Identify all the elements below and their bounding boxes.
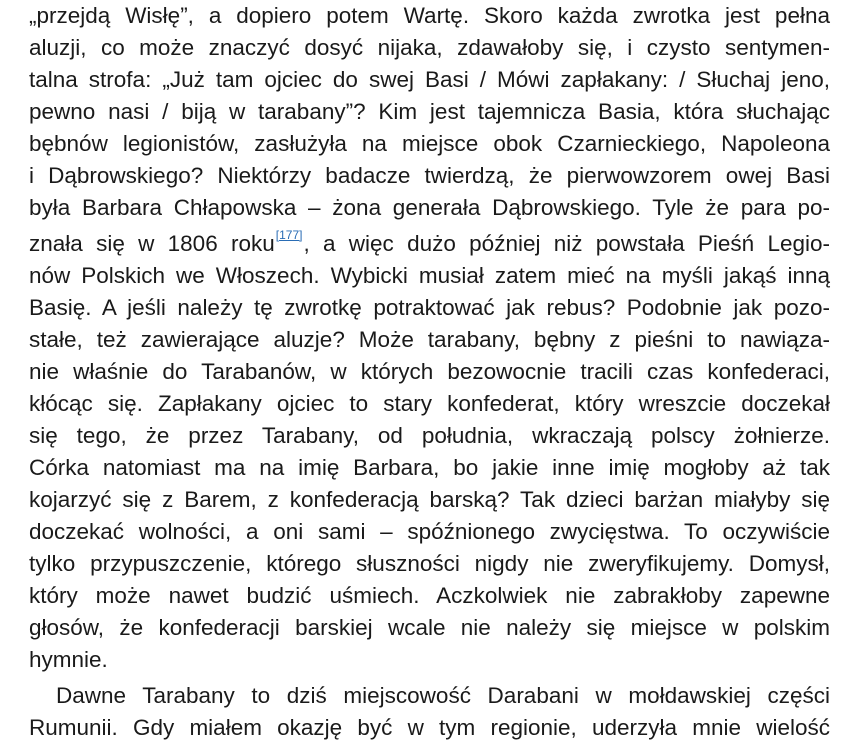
text-line: nie właśnie do Tarabanów, w których bezowocnie tracili czas konfederaci, bbox=[29, 359, 830, 384]
text-line: aluzji, co może znaczyć dosyć nijaka, zdawałoby się, i czysto sentymen- bbox=[29, 35, 830, 60]
paragraph-2 bbox=[29, 680, 830, 744]
text-line: pewno nasi / biją w tarabany”? Kim jest tajemnicza Basia, która słuchając bbox=[29, 99, 830, 124]
text-line: głosów, że konfederacji barskiej wcale nie należy się miejsce w polskim bbox=[29, 615, 830, 640]
text-line: Córka natomiast ma na imię Barbara, bo jakie inne imię mogłoby aż tak bbox=[29, 455, 830, 480]
text-line: nów Polskich we Włoszech. Wybicki musiał zatem mieć na myśli jakąś inną bbox=[29, 263, 830, 288]
text-line: hymnie. bbox=[29, 647, 108, 672]
text-line: Rumunii. Gdy miałem okazję być w tym regionie, uderzyła mnie wielość bbox=[29, 715, 830, 740]
text-line: kłócąc się. Zapłakany ojciec to stary konfederat, który wreszcie doczekał bbox=[29, 391, 830, 416]
document-page bbox=[29, 0, 830, 744]
text-line: „przejdą Wisłę”, a dopiero potem Wartę. Skoro każda zwrotka jest pełna bbox=[29, 3, 830, 28]
text-line: bębnów legionistów, zasłużyła na miejsce obok Czarnieckiego, Napoleona bbox=[29, 131, 830, 156]
text-line: się tego, że przez Tarabany, od południa, wkraczają polscy żołnierze. bbox=[29, 423, 830, 448]
text-segment: znała się w 1806 roku bbox=[29, 231, 275, 256]
footnote-link[interactable]: [177] bbox=[275, 228, 303, 242]
text-line: i Dąbrowskiego? Niektórzy badacze twierdzą, że pierwowzorem owej Basi bbox=[29, 163, 830, 188]
text-line: stałe, też zawierające aluzje? Może tarabany, bębny z pieśni to nawiąza- bbox=[29, 327, 830, 352]
text-line: Dawne Tarabany to dziś miejscowość Darabani w mołdawskiej części bbox=[56, 683, 830, 708]
text-segment: , a więc dużo później niż powstała Pieśń Legio- bbox=[303, 231, 830, 256]
text-line: tylko przypuszczenie, którego słuszności nigdy nie zweryfikujemy. Domysł, bbox=[29, 551, 830, 576]
text-line: Basię. A jeśli należy tę zwrotkę potraktować jak rebus? Podobnie jak pozo- bbox=[29, 295, 830, 320]
text-line: który może nawet budzić uśmiech. Aczkolwiek nie zabrakłoby zapewne bbox=[29, 583, 830, 608]
text-line: doczekać wolności, a oni sami – spóźnionego zwycięstwa. To oczywiście bbox=[29, 519, 830, 544]
paragraph-1 bbox=[29, 0, 830, 676]
text-line: talna strofa: „Już tam ojciec do swej Basi / Mówi zapłakany: / Słuchaj jeno, bbox=[29, 67, 830, 92]
text-line-with-footnote bbox=[29, 224, 830, 260]
text-line: była Barbara Chłapowska – żona generała Dąbrowskiego. Tyle że para po- bbox=[29, 195, 830, 220]
text-line: kojarzyć się z Barem, z konfederacją barską? Tak dzieci barżan miałyby się bbox=[29, 487, 830, 512]
